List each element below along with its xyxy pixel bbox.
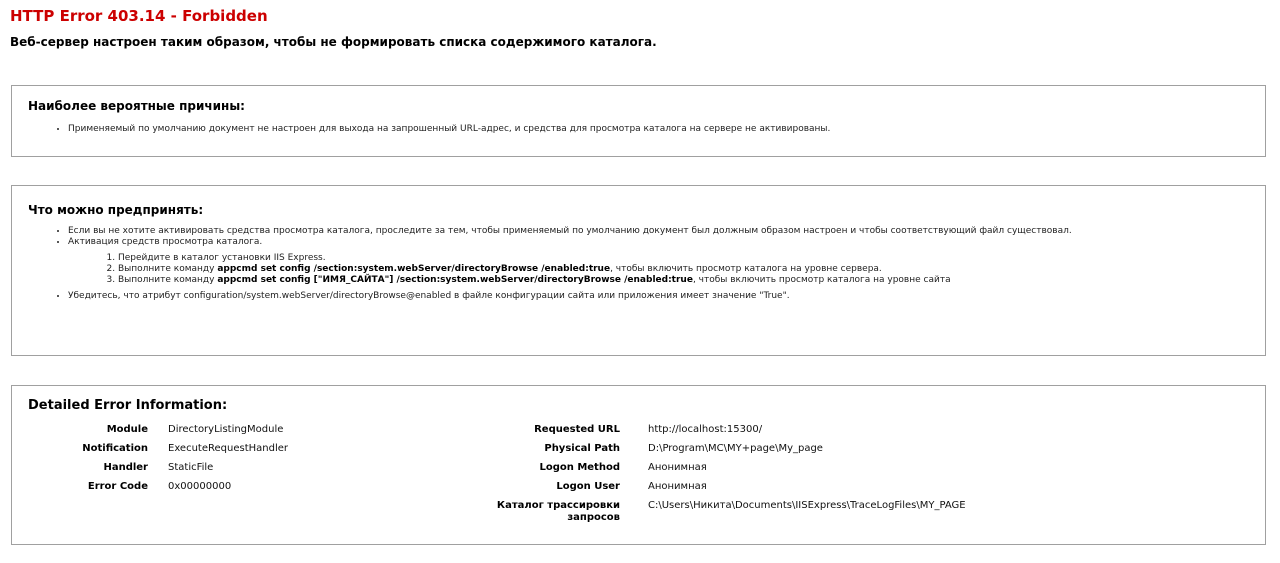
action-item-verify-config: • Убедитесь, что атрибут configuration/system.webServer/directoryBrowse@enabled в файле конфигурации сайта или приложения имеет значение "True". [68,291,1249,302]
likely-causes-list [28,124,1249,135]
step-item [118,264,1249,275]
enable-browsing-steps [68,253,1249,286]
error-title: HTTP Error 403.14 - Forbidden [10,7,268,25]
step-item: 1. Перейдите в каталог установки IIS Express. [118,253,1249,264]
detail-value: C:\Users\Никита\Documents\IISExpress\TraceLogFiles\MY_PAGE [648,500,966,511]
action-item-enable-browsing-label: Активация средств просмотра каталога. [68,237,263,247]
server-command: appcmd set config /section:system.webServer/directoryBrowse /enabled:true [217,264,611,274]
step-text: Выполните команду [118,264,218,274]
detail-value: StaticFile [168,462,214,473]
step-text: , чтобы включить просмотр каталога на уровне сайта [692,275,951,285]
detail-value: DirectoryListingModule [168,424,284,435]
detail-label: Каталог трассировки запросов [496,500,620,523]
detail-label: Logon Method [539,462,620,473]
things-to-try-list [28,226,1249,302]
detail-value: ExecuteRequestHandler [168,443,288,454]
detail-label: Error Code [87,481,148,492]
likely-causes-box [11,85,1266,157]
detail-value: Анонимная [648,481,707,492]
step-item [118,275,1249,286]
detail-value: D:\Program\MC\MY+page\My_page [648,443,823,454]
error-page [0,0,1280,50]
detail-label: Handler [103,462,148,473]
detail-value: http://localhost:15300/ [648,424,763,435]
detailed-error-box [11,385,1266,545]
detail-label: Logon User [556,481,620,492]
detailed-error-heading: Detailed Error Information: [28,398,228,413]
detail-label: Module [106,424,148,435]
step-text: , чтобы включить просмотр каталога на уровне сервера. [610,264,882,274]
likely-causes-heading: Наиболее вероятные причины: [28,99,245,113]
things-to-try-heading: Что можно предпринять: [28,203,204,217]
detail-value: Анонимная [648,462,707,473]
cause-item: • Применяемый по умолчанию документ не настроен для выхода на запрошенный URL-адрес, и средства для просмотра каталога на сервере не активированы. [68,124,1249,135]
detail-value: 0x00000000 [168,481,232,492]
detailed-error-table [28,414,1249,534]
detail-label: Physical Path [544,443,620,454]
things-to-try-box [11,185,1266,356]
detail-label: Notification [82,443,148,454]
detail-label: Requested URL [534,424,620,435]
site-command: appcmd set config ["ИМЯ_САЙТА"] /section:system.webServer/directoryBrowse /enabled:true [217,275,693,285]
error-subtitle: Веб-сервер настроен таким образом, чтобы не формировать списка содержимого каталога. [10,35,657,49]
action-item-enable-browsing [68,237,1249,286]
action-item-default-document: • Если вы не хотите активировать средства просмотра каталога, проследите за тем, чтобы применяемый по умолчанию документ был должным образом настроен и чтобы соответствующий файл существовал. [68,226,1249,237]
step-text: Выполните команду [118,275,218,285]
